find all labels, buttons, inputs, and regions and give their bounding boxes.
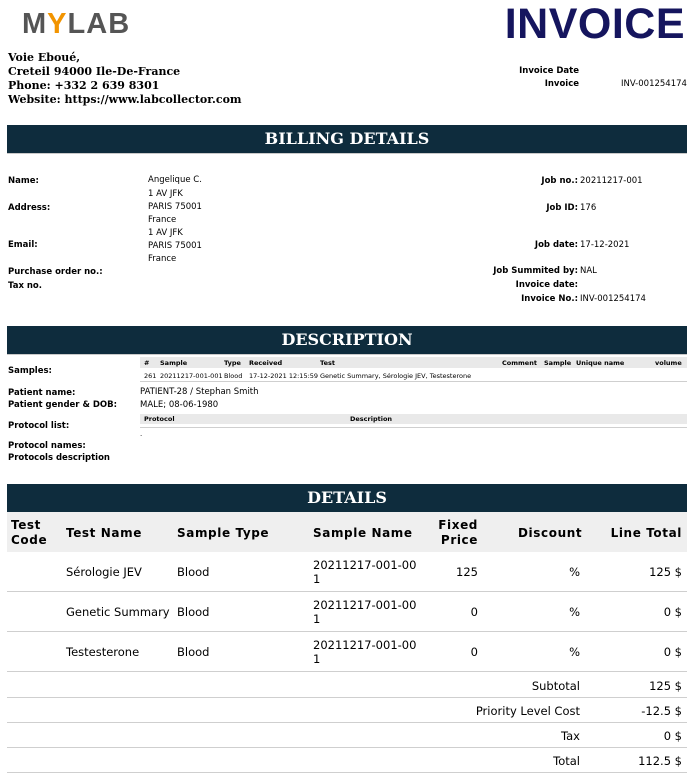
divider	[7, 354, 687, 355]
priority-cost-label: Priority Level Cost	[475, 704, 580, 718]
job-date-value: 17-12-2021	[580, 240, 630, 250]
billing-po-label: Purchase order no.:	[8, 267, 103, 277]
protocol-list-label: Protocol list:	[8, 421, 70, 431]
company-logo: MYLAB	[22, 8, 131, 40]
table-row: 261 20211217-001-001 Blood 17-12-2021 12:15:59 Genetic Summary, Sérologie JEV, Testesterone	[140, 368, 687, 382]
job-no-label: Job no.:	[541, 176, 578, 186]
total-label: Total	[553, 754, 580, 768]
samples-col-comment: Comment	[502, 359, 537, 367]
job-submitted-value: NAL	[580, 266, 597, 276]
patient-name-label: Patient name:	[8, 388, 76, 398]
total-row	[7, 748, 687, 773]
samples-col-received: Received	[249, 359, 283, 367]
billing-invoice-no-label: Invoice No.:	[521, 294, 578, 304]
job-id-label: Job ID:	[546, 203, 578, 213]
col-line-total: Line Total	[610, 526, 682, 540]
billing-address-label: Address:	[8, 203, 51, 213]
billing-invoice-date-label: Invoice date:	[515, 280, 578, 290]
company-address-line2: Creteil 94000 Ile-De-France	[8, 65, 181, 78]
company-info	[8, 51, 242, 107]
patient-gender-label: Patient gender & DOB:	[8, 400, 117, 410]
protocol-dot: .	[140, 430, 143, 438]
protocol-col-description: Description	[350, 415, 393, 423]
tax-value: 0 $	[663, 729, 682, 743]
col-fixed-price: Fixed Price	[438, 518, 478, 547]
table-row: Genetic Summary Blood 20211217-001-00 1 0 % 0 $	[7, 592, 687, 632]
protocols-description-label: Protocols description	[8, 453, 110, 463]
billing-tax-label: Tax no.	[8, 281, 42, 291]
billing-email-label: Email:	[8, 240, 38, 250]
col-sample-name: Sample Name	[313, 526, 413, 540]
billing-name-label: Name:	[8, 176, 39, 186]
billing-invoice-no-value: INV-001254174	[580, 294, 646, 304]
details-table	[7, 512, 687, 777]
samples-col-type: Type	[224, 359, 241, 367]
job-id-value: 176	[580, 203, 597, 213]
subtotal-value: 125 $	[649, 679, 682, 693]
invoice-number-label: Invoice	[544, 79, 579, 89]
job-no-value: 20211217-001	[580, 176, 643, 186]
protocol-table	[140, 414, 687, 428]
billing-name-value: Angelique C.	[148, 175, 202, 185]
samples-col-num: #	[144, 359, 150, 367]
col-discount: Discount	[518, 526, 583, 540]
billing-email-value: 1 AV JFK PARIS 75001 France	[148, 228, 202, 264]
col-test-code: Test Code	[11, 518, 48, 547]
col-test-name: Test Name	[66, 526, 142, 540]
total-value: 112.5 $	[638, 754, 682, 768]
company-website: Website: https://www.labcollector.com	[8, 93, 242, 106]
priority-cost-value: -12.5 $	[641, 704, 682, 718]
samples-col-sample: Sample	[160, 359, 188, 367]
invoice-date-label: Invoice Date	[519, 66, 579, 76]
samples-table	[140, 357, 687, 383]
samples-table-header	[140, 357, 687, 368]
tax-label: Tax	[561, 729, 580, 743]
invoice-title: INVOICE	[504, 0, 685, 48]
divider	[7, 153, 687, 154]
billing-address-value: 1 AV JFK PARIS 75001 France	[148, 189, 202, 225]
company-phone: Phone: +332 2 639 8301	[8, 79, 160, 92]
samples-label: Samples:	[8, 366, 52, 376]
details-banner: DETAILS	[7, 484, 687, 512]
samples-col-test: Test	[320, 359, 335, 367]
table-row: Sérologie JEV Blood 20211217-001-00 1 125 % 125 $	[7, 552, 687, 592]
company-address-line1: Voie Eboué,	[8, 51, 81, 64]
subtotal-label: Subtotal	[531, 679, 580, 693]
job-submitted-label: Job Summited by:	[493, 266, 578, 276]
table-row: Testesterone Blood 20211217-001-00 1 0 % 0 $	[7, 632, 687, 672]
patient-name-value: PATIENT-28 / Stephan Smith	[140, 387, 259, 397]
description-banner: DESCRIPTION	[7, 326, 687, 354]
priority-cost-row	[7, 698, 687, 723]
samples-col-unique-name: Unique name	[576, 359, 625, 367]
divider	[140, 427, 687, 428]
invoice-number-value: INV-001254174	[621, 79, 687, 89]
patient-gender-value: MALE; 08-06-1980	[140, 400, 219, 410]
subtotal-row	[7, 673, 687, 698]
samples-col-sample2: Sample	[544, 359, 572, 367]
billing-details-banner: BILLING DETAILS	[7, 125, 687, 153]
samples-col-volume: volume	[655, 359, 682, 367]
tax-row	[7, 723, 687, 748]
col-sample-type: Sample Type	[177, 526, 270, 540]
protocol-names-label: Protocol names:	[8, 441, 86, 451]
protocol-col-protocol: Protocol	[144, 415, 175, 423]
job-date-label: Job date:	[534, 240, 578, 250]
details-table-header	[7, 512, 687, 552]
protocol-table-header	[140, 414, 687, 424]
